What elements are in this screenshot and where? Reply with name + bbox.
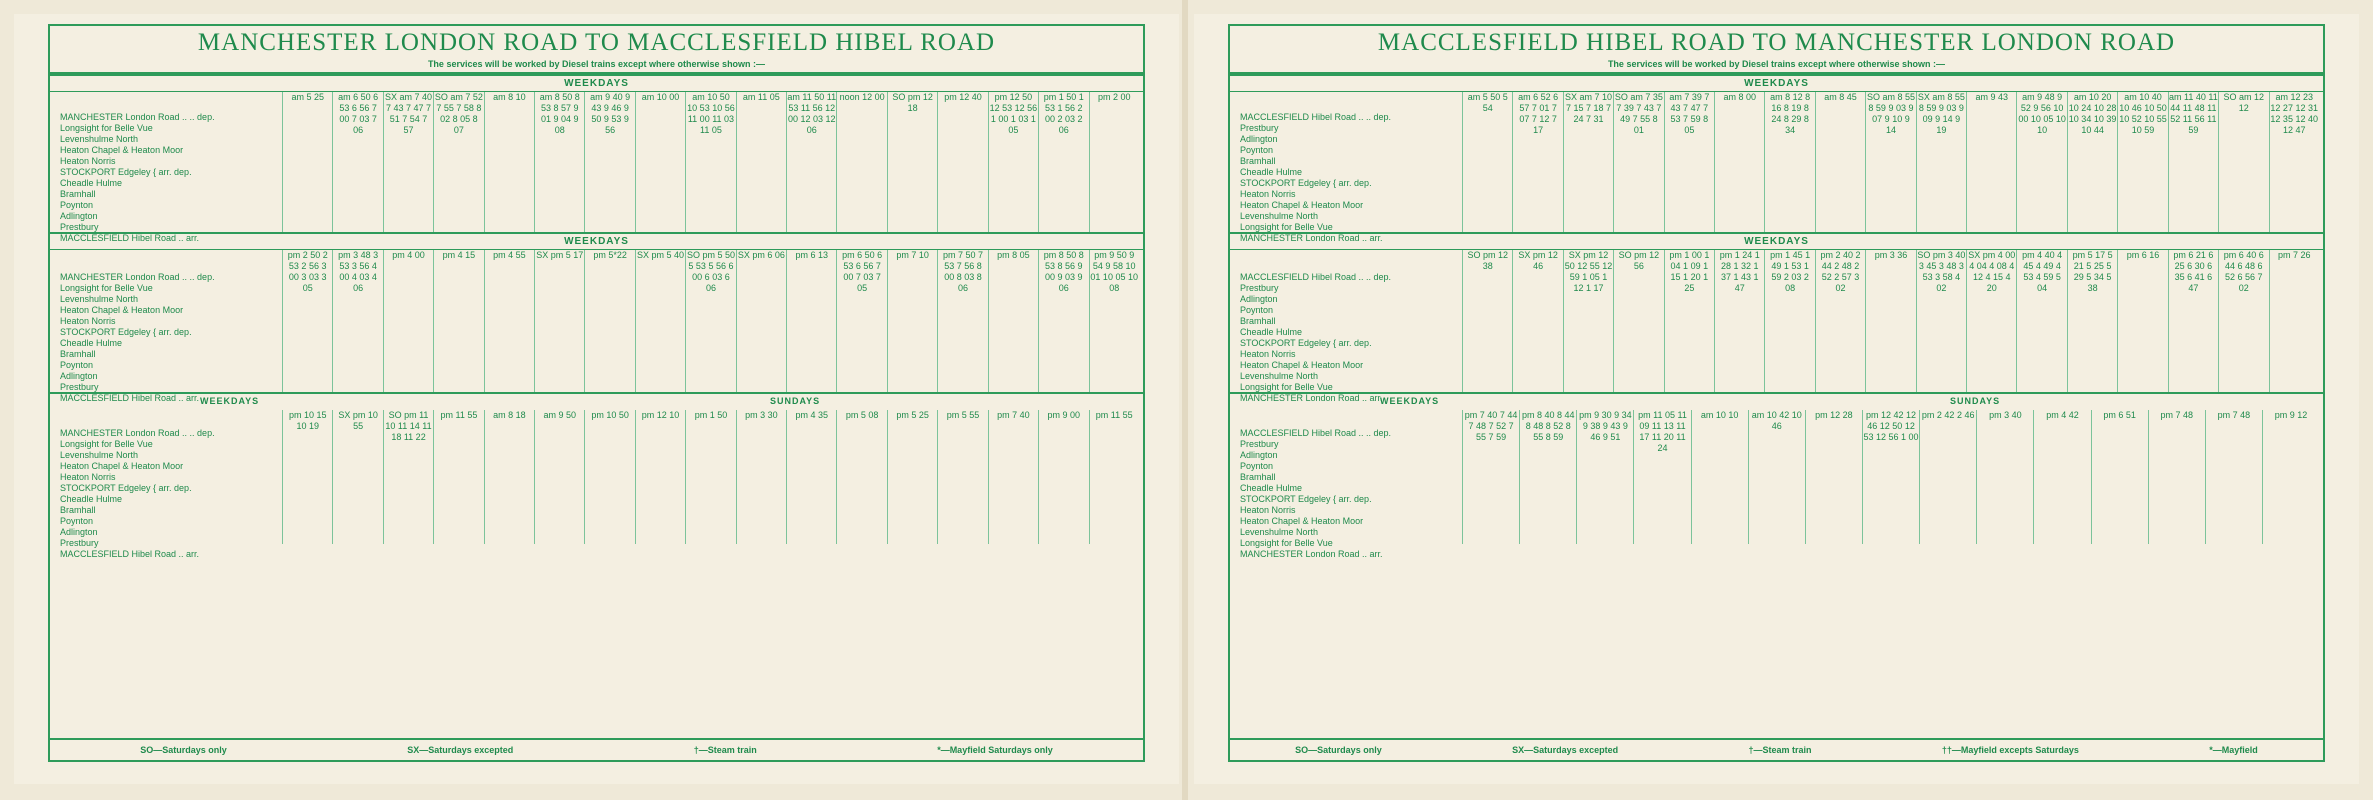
- train-column: am 8 50 8 53 8 57 9 01 9 04 9 08: [534, 92, 584, 234]
- station-name: Cheadle Hulme: [60, 338, 123, 348]
- footnote: *—Mayfield: [2209, 745, 2258, 755]
- station-name: Prestbury: [1240, 283, 1279, 293]
- left-band-3-sundays: SUNDAYS: [770, 396, 821, 406]
- train-column: pm 12 40: [937, 92, 987, 234]
- train-column: SX am 7 40 7 43 7 47 7 51 7 54 7 57: [383, 92, 433, 234]
- train-column: pm 8 05: [988, 250, 1038, 394]
- station-name: MACCLESFIELD Hibel Road .. .. dep.: [1240, 112, 1392, 122]
- train-column: pm 12 50 12 53 12 56 1 00 1 03 1 05: [988, 92, 1038, 234]
- train-column: pm 1 50: [685, 410, 735, 544]
- right-title-block: [1230, 26, 2323, 74]
- train-column: SX am 7 10 7 15 7 18 7 24 7 31: [1563, 92, 1613, 234]
- train-column: pm 6 40 6 44 6 48 6 52 6 56 7 02: [2218, 250, 2268, 394]
- station-name: MANCHESTER London Road .. .. dep.: [60, 272, 215, 282]
- station-name: Poynton: [1240, 145, 1274, 155]
- station-name: Prestbury: [60, 538, 99, 548]
- train-column: pm 6 21 6 25 6 30 6 35 6 41 6 47: [2168, 250, 2218, 394]
- train-column: SX pm 10 55: [332, 410, 382, 544]
- footnote: †—Steam train: [693, 745, 757, 755]
- train-column: pm 3 40: [1976, 410, 2033, 544]
- station-name: Prestbury: [60, 222, 99, 232]
- station-name: Heaton Norris: [1240, 505, 1296, 515]
- train-column: pm 7 40: [988, 410, 1038, 544]
- train-column: am 11 50 11 53 11 56 12 00 12 03 12 06: [786, 92, 836, 234]
- station-name: Heaton Norris: [60, 316, 116, 326]
- footnote: †—Steam train: [1748, 745, 1812, 755]
- station-name: Poynton: [1240, 305, 1274, 315]
- train-column: SO pm 12 38: [1462, 250, 1512, 394]
- station-name: Levenshulme North: [1240, 527, 1319, 537]
- train-column: SX pm 5 17: [534, 250, 584, 394]
- train-column: am 11 40 11 44 11 48 11 52 11 56 11 59: [2168, 92, 2218, 234]
- station-name: Longsight for Belle Vue: [60, 283, 153, 293]
- right-times-1: [1462, 92, 2319, 234]
- train-column: pm 2 40 2 44 2 48 2 52 2 57 3 02: [1815, 250, 1865, 394]
- station-name: Poynton: [60, 360, 94, 370]
- train-column: pm 3 36: [1865, 250, 1915, 394]
- station-name: MACCLESFIELD Hibel Road .. arr.: [60, 549, 200, 559]
- train-column: pm 1 45 1 49 1 53 1 59 2 03 2 08: [1764, 250, 1814, 394]
- train-column: SX pm 12 46: [1512, 250, 1562, 394]
- station-name: Longsight for Belle Vue: [1240, 382, 1333, 392]
- left-subtitle: The services will be worked by Diesel trains except where otherwise shown :—: [427, 59, 766, 69]
- train-column: am 12 23 12 27 12 31 12 35 12 40 12 47: [2269, 92, 2319, 234]
- train-column: SO pm 3 40 3 45 3 48 3 53 3 58 4 02: [1916, 250, 1966, 394]
- train-column: pm 9 12: [2262, 410, 2319, 544]
- station-name: Longsight for Belle Vue: [1240, 222, 1333, 232]
- right-times-2: [1462, 250, 2319, 394]
- train-column: am 8 10: [484, 92, 534, 234]
- right-section-1: [1230, 74, 2323, 243]
- station-name: MACCLESFIELD Hibel Road .. .. dep.: [1240, 428, 1392, 438]
- station-name: Heaton Chapel & Heaton Moor: [60, 145, 184, 155]
- station-name: Adlington: [60, 527, 98, 537]
- left-section-1: [50, 74, 1143, 243]
- station-name: Cheadle Hulme: [60, 178, 123, 188]
- train-column: pm 11 55: [433, 410, 483, 544]
- footnote: *—Mayfield Saturdays only: [937, 745, 1053, 755]
- train-column: am 5 25: [282, 92, 332, 234]
- train-column: pm 1 00 1 04 1 09 1 15 1 20 1 25: [1664, 250, 1714, 394]
- station-name: STOCKPORT Edgeley { arr. dep.: [1240, 178, 1372, 188]
- train-column: pm 9 30 9 34 9 38 9 43 9 46 9 51: [1576, 410, 1633, 544]
- station-name: MACCLESFIELD Hibel Road .. arr.: [60, 393, 200, 403]
- train-column: pm 10 50: [584, 410, 634, 544]
- left-timetable-frame: [48, 24, 1145, 762]
- left-times-1: [282, 92, 1139, 234]
- right-band-3-weekdays: WEEKDAYS: [1380, 396, 1440, 406]
- train-column: am 10 40 10 46 10 50 10 52 10 55 10 59: [2117, 92, 2167, 234]
- station-name: STOCKPORT Edgeley { arr. dep.: [1240, 338, 1372, 348]
- station-name: Cheadle Hulme: [60, 494, 123, 504]
- train-column: pm 5 25: [887, 410, 937, 544]
- train-column: pm 12 42 12 46 12 50 12 53 12 56 1 00: [1862, 410, 1919, 544]
- station-name: Adlington: [1240, 294, 1278, 304]
- train-column: pm 2 42 2 46: [1919, 410, 1976, 544]
- train-column: pm 4 15: [433, 250, 483, 394]
- right-band-3-sundays: SUNDAYS: [1950, 396, 2001, 406]
- train-column: SO pm 5 50 5 53 5 56 6 00 6 03 6 06: [685, 250, 735, 394]
- right-stations-2: [1240, 272, 1460, 404]
- station-name: Bramhall: [60, 505, 96, 515]
- train-column: pm 4 55: [484, 250, 534, 394]
- station-name: Heaton Chapel & Heaton Moor: [1240, 360, 1364, 370]
- train-column: noon 12 00: [836, 92, 886, 234]
- train-column: pm 8 50 8 53 8 56 9 00 9 03 9 06: [1038, 250, 1088, 394]
- train-column: am 9 48 9 52 9 56 10 00 10 05 10 10: [2016, 92, 2066, 234]
- train-column: SO pm 12 18: [887, 92, 937, 234]
- train-column: SX am 8 55 8 59 9 03 9 09 9 14 9 19: [1916, 92, 1966, 234]
- station-name: MANCHESTER London Road .. .. dep.: [60, 112, 215, 122]
- footnote: SO—Saturdays only: [1295, 745, 1382, 755]
- station-name: Prestbury: [60, 382, 99, 392]
- train-column: am 8 12 8 16 8 19 8 24 8 29 8 34: [1764, 92, 1814, 234]
- train-column: pm 12 10: [635, 410, 685, 544]
- right-timetable-page: [1194, 14, 2359, 784]
- train-column: am 5 50 5 54: [1462, 92, 1512, 234]
- train-column: pm 5 55: [937, 410, 987, 544]
- train-column: SO pm 11 10 11 14 11 18 11 22: [383, 410, 433, 544]
- train-column: pm 7 48: [2148, 410, 2205, 544]
- train-column: pm 4 35: [786, 410, 836, 544]
- train-column: pm 5 08: [836, 410, 886, 544]
- footnote: SX—Saturdays excepted: [1512, 745, 1619, 755]
- station-name: Longsight for Belle Vue: [1240, 538, 1333, 548]
- right-times-3: [1462, 410, 2319, 544]
- station-name: Levenshulme North: [60, 134, 139, 144]
- train-column: pm 10 15 10 19: [282, 410, 332, 544]
- station-name: Heaton Norris: [1240, 189, 1296, 199]
- train-column: am 10 10: [1691, 410, 1748, 544]
- station-name: STOCKPORT Edgeley { arr. dep.: [60, 483, 192, 493]
- left-timetable-page: [14, 14, 1179, 784]
- train-column: pm 2 00: [1089, 92, 1139, 234]
- train-column: pm 11 05 11 09 11 13 11 17 11 20 11 24: [1633, 410, 1690, 544]
- station-name: Prestbury: [1240, 123, 1279, 133]
- train-column: am 8 00: [1714, 92, 1764, 234]
- right-band-1-label: WEEKDAYS: [1230, 76, 2323, 92]
- footnote: ††—Mayfield excepts Saturdays: [1941, 745, 2079, 755]
- train-column: am 7 39 7 43 7 47 7 53 7 59 8 05: [1664, 92, 1714, 234]
- train-column: SX pm 4 00 4 04 4 08 4 12 4 15 4 20: [1966, 250, 2016, 394]
- station-name: Levenshulme North: [60, 450, 139, 460]
- train-column: SO am 7 35 7 39 7 43 7 49 7 55 8 01: [1613, 92, 1663, 234]
- station-name: Poynton: [1240, 461, 1274, 471]
- station-name: Heaton Norris: [60, 472, 116, 482]
- station-name: STOCKPORT Edgeley { arr. dep.: [60, 167, 192, 177]
- station-name: MANCHESTER London Road .. .. dep.: [60, 428, 215, 438]
- train-column: pm 7 50 7 53 7 56 8 00 8 03 8 06: [937, 250, 987, 394]
- train-column: pm 7 10: [887, 250, 937, 394]
- train-column: pm 8 40 8 44 8 48 8 52 8 55 8 59: [1519, 410, 1576, 544]
- left-times-2: [282, 250, 1139, 394]
- train-column: pm 1 24 1 28 1 32 1 37 1 43 1 47: [1714, 250, 1764, 394]
- station-name: Cheadle Hulme: [1240, 327, 1303, 337]
- left-times-3: [282, 410, 1139, 544]
- train-column: am 8 45: [1815, 92, 1865, 234]
- train-column: pm 6 50 6 53 6 56 7 00 7 03 7 05: [836, 250, 886, 394]
- left-band-3-weekdays: WEEKDAYS: [200, 396, 260, 406]
- station-name: Bramhall: [60, 349, 96, 359]
- station-name: Heaton Chapel & Heaton Moor: [60, 461, 184, 471]
- station-name: Prestbury: [1240, 439, 1279, 449]
- train-column: SO pm 12 56: [1613, 250, 1663, 394]
- station-name: Longsight for Belle Vue: [60, 439, 153, 449]
- train-column: pm 11 55: [1089, 410, 1139, 544]
- train-column: pm 7 48: [2205, 410, 2262, 544]
- station-name: Adlington: [60, 211, 98, 221]
- train-column: pm 6 51: [2091, 410, 2148, 544]
- station-name: Levenshulme North: [60, 294, 139, 304]
- train-column: pm 12 28: [1805, 410, 1862, 544]
- train-column: am 6 52 6 57 7 01 7 07 7 12 7 17: [1512, 92, 1562, 234]
- station-name: Adlington: [60, 371, 98, 381]
- station-name: MANCHESTER London Road .. arr.: [1240, 233, 1383, 243]
- train-column: pm 4 42: [2033, 410, 2090, 544]
- train-column: SX pm 12 50 12 55 12 59 1 05 1 12 1 17: [1563, 250, 1613, 394]
- train-column: SO am 7 52 7 55 7 58 8 02 8 05 8 07: [433, 92, 483, 234]
- train-column: pm 9 00: [1038, 410, 1088, 544]
- station-name: MACCLESFIELD Hibel Road .. .. dep.: [1240, 272, 1392, 282]
- station-name: Poynton: [60, 516, 94, 526]
- train-column: pm 9 50 9 54 9 58 10 01 10 05 10 08: [1089, 250, 1139, 394]
- right-section-3: [1230, 392, 2323, 559]
- train-column: am 9 50: [534, 410, 584, 544]
- right-band-2-label: WEEKDAYS: [1230, 234, 2323, 250]
- station-name: Cheadle Hulme: [1240, 167, 1303, 177]
- station-name: Heaton Norris: [1240, 349, 1296, 359]
- train-column: SO am 8 55 8 59 9 03 9 07 9 10 9 14: [1865, 92, 1915, 234]
- station-name: STOCKPORT Edgeley { arr. dep.: [60, 327, 192, 337]
- right-stations-3: [1240, 428, 1460, 560]
- train-column: pm 5 17 5 21 5 25 5 29 5 34 5 38: [2067, 250, 2117, 394]
- station-name: Bramhall: [60, 189, 96, 199]
- right-stations-1: [1240, 112, 1460, 244]
- train-column: am 10 42 10 46: [1748, 410, 1805, 544]
- station-name: MACCLESFIELD Hibel Road .. arr.: [60, 233, 200, 243]
- left-footnotes: [50, 738, 1143, 760]
- train-column: pm 3 48 3 53 3 56 4 00 4 03 4 06: [332, 250, 382, 394]
- right-timetable-frame: [1228, 24, 2325, 762]
- right-footnotes: [1230, 738, 2323, 760]
- footnote: SO—Saturdays only: [140, 745, 227, 755]
- left-band-2-label: WEEKDAYS: [50, 234, 1143, 250]
- station-name: MANCHESTER London Road .. arr.: [1240, 393, 1383, 403]
- left-stations-1: [60, 112, 280, 244]
- train-column: am 9 40 9 43 9 46 9 50 9 53 9 56: [584, 92, 634, 234]
- train-column: am 11 05: [736, 92, 786, 234]
- station-name: Bramhall: [1240, 156, 1276, 166]
- left-title: MANCHESTER LONDON ROAD TO MACCLESFIELD HIBEL ROAD: [197, 29, 996, 56]
- train-column: am 6 50 6 53 6 56 7 00 7 03 7 06: [332, 92, 382, 234]
- train-column: pm 7 26: [2269, 250, 2319, 394]
- station-name: Cheadle Hulme: [1240, 483, 1303, 493]
- train-column: am 10 00: [635, 92, 685, 234]
- station-name: Levenshulme North: [1240, 211, 1319, 221]
- station-name: Poynton: [60, 200, 94, 210]
- train-column: pm 6 16: [2117, 250, 2167, 394]
- station-name: Longsight for Belle Vue: [60, 123, 153, 133]
- right-title: MACCLESFIELD HIBEL ROAD TO MANCHESTER LONDON ROAD: [1377, 29, 2176, 56]
- station-name: Heaton Chapel & Heaton Moor: [1240, 516, 1364, 526]
- left-section-3: [50, 392, 1143, 559]
- train-column: pm 4 00: [383, 250, 433, 394]
- station-name: Levenshulme North: [1240, 371, 1319, 381]
- station-name: Bramhall: [1240, 472, 1276, 482]
- train-column: pm 7 40 7 44 7 48 7 52 7 55 7 59: [1462, 410, 1519, 544]
- station-name: Heaton Chapel & Heaton Moor: [60, 305, 184, 315]
- station-name: Adlington: [1240, 134, 1278, 144]
- left-stations-2: [60, 272, 280, 404]
- train-column: pm 5*22: [584, 250, 634, 394]
- train-column: pm 6 13: [786, 250, 836, 394]
- footnote: SX—Saturdays excepted: [407, 745, 514, 755]
- station-name: Adlington: [1240, 450, 1278, 460]
- station-name: Bramhall: [1240, 316, 1276, 326]
- train-column: pm 3 30: [736, 410, 786, 544]
- train-column: SX pm 6 06: [736, 250, 786, 394]
- train-column: am 10 20 10 24 10 28 10 34 10 39 10 44: [2067, 92, 2117, 234]
- centre-fold: [1182, 0, 1188, 800]
- train-column: am 8 18: [484, 410, 534, 544]
- right-subtitle: The services will be worked by Diesel trains except where otherwise shown :—: [1607, 59, 1946, 69]
- station-name: MANCHESTER London Road .. arr.: [1240, 549, 1383, 559]
- station-name: Heaton Chapel & Heaton Moor: [1240, 200, 1364, 210]
- train-column: pm 2 50 2 53 2 56 3 00 3 03 3 05: [282, 250, 332, 394]
- train-column: SO am 12 12: [2218, 92, 2268, 234]
- station-name: STOCKPORT Edgeley { arr. dep.: [1240, 494, 1372, 504]
- left-stations-3: [60, 428, 280, 560]
- left-band-1-label: WEEKDAYS: [50, 76, 1143, 92]
- train-column: am 9 43: [1966, 92, 2016, 234]
- train-column: pm 1 50 1 53 1 56 2 00 2 03 2 06: [1038, 92, 1088, 234]
- train-column: SX pm 5 40: [635, 250, 685, 394]
- train-column: am 10 50 10 53 10 56 11 00 11 03 11 05: [685, 92, 735, 234]
- station-name: Heaton Norris: [60, 156, 116, 166]
- left-title-block: [50, 26, 1143, 74]
- train-column: pm 4 40 4 45 4 49 4 53 4 59 5 04: [2016, 250, 2066, 394]
